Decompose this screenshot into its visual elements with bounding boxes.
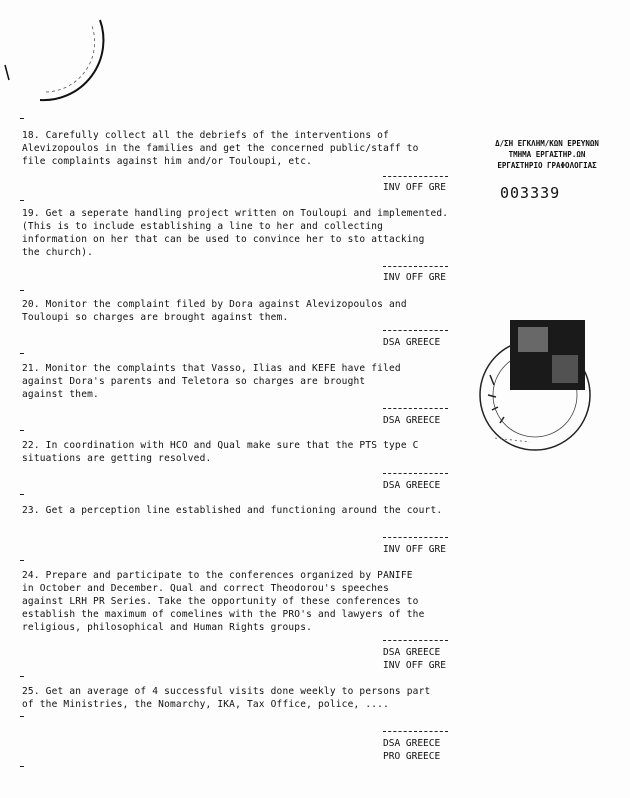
signature-line [383,731,448,732]
item-line: establish the maximum of comelines with the PRO's and lawyers of the [22,609,425,620]
item-line: Alevizopoulos in the families and get the concerned public/staff to [22,143,419,154]
margin-mark [20,766,24,767]
signature-line [383,266,448,267]
partial-circular-stamp [0,0,120,115]
serial-number: 003339 [500,184,561,202]
item-line: 19. Get a seperate handling project written on Touloupi and implemented. [22,208,449,219]
signature-label: PRO GREECE [383,751,441,762]
item-line: 24. Prepare and participate to the conferences organized by PANIFE [22,570,413,581]
margin-mark [20,200,24,201]
signature-line [383,330,448,331]
item-line: situations are getting resolved. [22,453,212,464]
item-line: 25. Get an average of 4 successful visits done weekly to persons part [22,686,431,697]
signature-label: INV OFF GRE [383,182,446,193]
item-line: information on her that can be used to convince her to sto attacking [22,234,425,245]
margin-mark [20,430,24,431]
margin-mark [20,290,24,291]
signature-label: DSA GREECE [383,337,441,348]
item-line: 22. In coordination with HCO and Qual make sure that the PTS type C [22,440,419,451]
header-line-2: ΤΜΗΜΑ ΕΡΓΑΣΤΗΡ.ΩΝ [508,150,586,159]
signature-label: DSA GREECE [383,480,441,491]
item-line: of the Ministries, the Nomarchy, IKA, Tax Office, police, .... [22,699,390,710]
signature-line [383,640,448,641]
margin-mark [20,716,24,717]
item-line: 23. Get a perception line established and functioning around the court. [22,505,443,516]
margin-mark [20,118,24,119]
signature-line [383,537,448,538]
signature-label: DSA GREECE [383,738,441,749]
item-line: in October and December. Qual and correct Theodorou's speeches [22,583,390,594]
department-header [472,138,622,171]
item-line: (This is to include establishing a line to her and collecting [22,221,384,232]
official-seal-stamp [470,315,610,465]
item-line: Touloupi so charges are brought against them. [22,312,289,323]
margin-mark [20,560,24,561]
signature-line [383,408,448,409]
item-line: against LRH PR Series. Take the opportunity of these conferences to [22,596,419,607]
margin-mark [20,494,24,495]
item-line: against Dora's parents and Teletora so charges are brought [22,376,366,387]
signature-label: DSA GREECE [383,647,441,658]
item-line: 18. Carefully collect all the debriefs of the interventions of [22,130,390,141]
item-line: 20. Monitor the complaint filed by Dora against Alevizopoulos and [22,299,407,310]
signature-label: INV OFF GRE [383,272,446,283]
signature-line [383,473,448,474]
header-line-3: ΕΡΓΑΣΤΗΡΙΟ ΓΡΑΦΟΛΟΓΙΑΣ [497,161,597,170]
header-line-1: Δ/ΣΗ ΕΓΚΛΗΜ/ΚΩΝ ΕΡΕΥΝΩΝ [495,139,599,148]
signature-label: DSA GREECE [383,415,441,426]
signature-label: INV OFF GRE [383,660,446,671]
item-line: religious, philosophical and Human Rights groups. [22,622,313,633]
signature-line [383,176,448,177]
item-line: the church). [22,247,94,258]
margin-mark [20,676,24,677]
item-line: 21. Monitor the complaints that Vasso, Ilias and KEFE have filed [22,363,401,374]
item-line: against them. [22,389,99,400]
item-line: file complaints against him and/or Touloupi, etc. [22,156,313,167]
margin-mark [20,353,24,354]
signature-label: INV OFF GRE [383,544,446,555]
